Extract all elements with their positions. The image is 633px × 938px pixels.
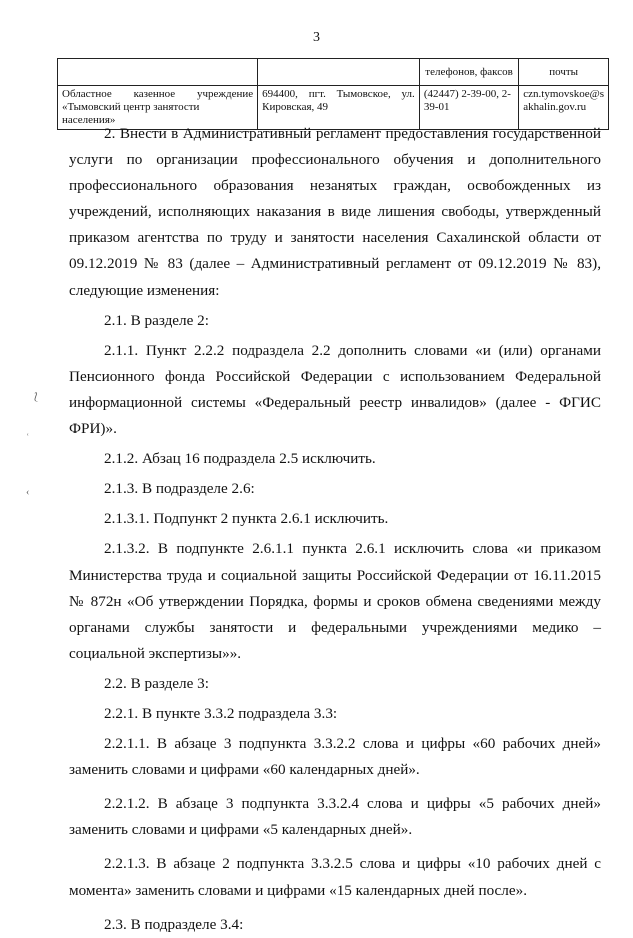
document-body xyxy=(69,121,601,938)
email-line: akhalin.gov.ru xyxy=(523,101,587,113)
scan-speck: ʿ xyxy=(26,433,30,444)
phone-line: (42447) 2-39-00, 2- xyxy=(423,88,511,100)
table-header-cell xyxy=(258,59,420,86)
org-name-line: «Тымовский центр занятости населения» xyxy=(62,101,200,126)
paragraph: 2.1.1. Пункт 2.2.2 подраздела 2.2 дополнить словами «и (или) органами Пенсионного фонда Российской Федерации с использованием Федеральной информационной системы «Федеральный реестр инвалидов» (далее - ФГИС ФРИ)». xyxy=(69,341,601,438)
paragraph: 2.1.2. Абзац 16 подраздела 2.5 исключить. xyxy=(104,450,376,468)
contacts-table xyxy=(57,58,609,130)
address-line: 694400, пгт. Тымовское, ул. xyxy=(262,88,415,100)
paragraph: 2.2.1.2. В абзаце 3 подпункта 3.3.2.4 слова и цифры «5 рабочих дней» заменить словами и цифрами «5 календарных дней». xyxy=(69,795,601,839)
scan-speck: ⟅ xyxy=(34,392,38,403)
scan-speck: ‹ xyxy=(26,487,30,498)
email-line: czn.tymovskoe@s xyxy=(523,88,604,100)
page-number: 3 xyxy=(313,30,320,45)
paragraph: 2.2.1.3. В абзаце 2 подпункта 3.3.2.5 слова и цифры «10 рабочих дней с момента» заменить словами и цифрами «15 календарных дней после». xyxy=(69,855,601,899)
table-header-row xyxy=(58,59,609,86)
table-header-cell: телефонов, факсов xyxy=(419,59,518,86)
paragraph: 2.2.1. В пункте 3.3.2 подраздела 3.3: xyxy=(104,704,338,722)
table-header-cell xyxy=(58,59,258,86)
address-line: Кировская, 49 xyxy=(262,101,329,113)
paragraph: 2.2. В разделе 3: xyxy=(104,674,209,692)
paragraph: 2.1. В разделе 2: xyxy=(104,311,209,329)
org-name-line: Областное казенное учреждение xyxy=(62,88,254,100)
phone-line: 39-01 xyxy=(423,101,450,113)
paragraph: 2.1.3.2. В подпункте 2.6.1.1 пункта 2.6.1 исключить слова «и приказом Министерства труда и социальной защиты Российской Федерации от 16.11.2015 № 872н «Об утверждении Порядка, формы и сроков обмена сведениями между органами службы занятости и федеральными учреждениями медико – социальной экспертизы»». xyxy=(69,540,601,662)
paragraph: 2.1.3.1. Подпункт 2 пункта 2.6.1 исключить. xyxy=(104,510,389,528)
table-header-cell: почты xyxy=(519,59,609,86)
paragraph: 2.1.3. В подразделе 2.6: xyxy=(104,480,255,498)
paragraph: 2. Внести в Административный регламент предоставления государственной услуги по организации профессионального обучения и дополнительного профессионального образования незанятых граждан, освобожденных из учреждений, исполняющих наказания в виде лишения свободы, утвержденный приказом агентства по труду и занятости населения Сахалинской области от 09.12.2019 № 83 (далее – Административный регламент от 09.12.2019 № 83), следующие изменения: xyxy=(69,125,601,299)
paragraph: 2.3. В подразделе 3.4: xyxy=(104,915,244,933)
paragraph: 2.2.1.1. В абзаце 3 подпункта 3.3.2.2 слова и цифры «60 рабочих дней» заменить словами и цифрами «60 календарных дней». xyxy=(69,735,601,779)
